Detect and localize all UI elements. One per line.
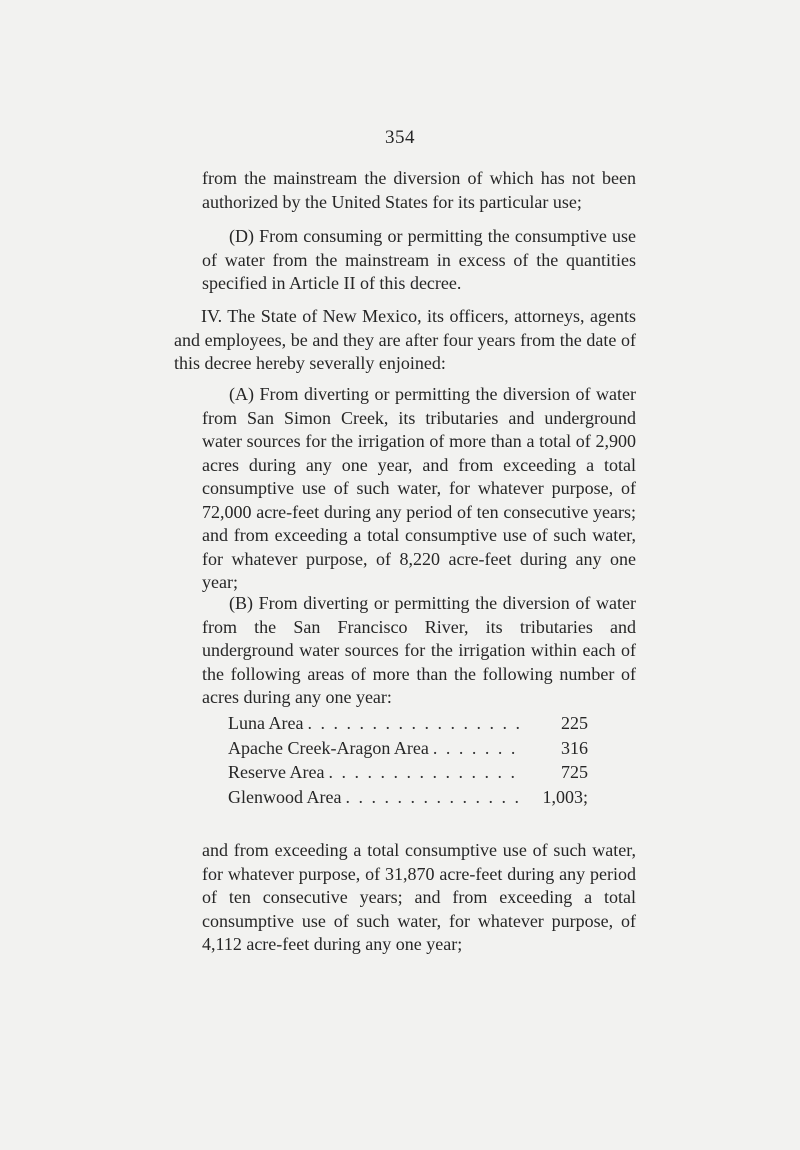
area-acres: 725 (561, 762, 588, 782)
paragraph-text: (A) From diverting or permitting the diversion of water from San Simon Creek, its tributaries and underground water sources for the irrigation of more than a total of 2,900 acres during any one year, and from exceeding a total consumptive use of such water, for whatever purpose, of 72,000 acre-feet during any period of ten consecutive years; and from exceeding a total consumptive use of such water, for whatever purpose, of 8,220 acre-feet during any one year; (202, 384, 636, 592)
area-name: Glenwood Area (228, 786, 342, 807)
paragraph-clause-a (202, 383, 636, 595)
area-name: Apache Creek-Aragon Area (228, 737, 429, 758)
table-row (228, 711, 588, 736)
paragraph-text: and from exceeding a total consumptive use of such water, for whatever purpose, of 31,870 acre-feet during any period of ten consecutive years; and from exceeding a total consumptive use of such water, for whatever purpose, of 4,112 acre-feet during any one year; (202, 840, 636, 954)
paragraph-clause-d (202, 225, 636, 296)
leader-dots (328, 760, 524, 785)
paragraph-text: (B) From diverting or permitting the diversion of water from the San Francisco River, its tributaries and underground water sources for the irrigation within each of the following areas of more than the following number of acres during any one year: (202, 593, 636, 707)
area-name: Luna Area (228, 713, 304, 733)
area-acres: 316 (561, 737, 588, 758)
paragraph-clause-b (202, 592, 636, 710)
page-number: 354 (385, 127, 415, 148)
leader-dots (345, 785, 524, 810)
paragraph-continuation-b (202, 839, 636, 957)
paragraph-section-iv (174, 305, 636, 376)
paragraph-text: (D) From consuming or permitting the consumptive use of water from the mainstream in excess of the quantities specified in Article II of this decree. (202, 226, 636, 293)
leader-dots (307, 711, 524, 736)
table-row (228, 736, 588, 761)
area-name: Reserve Area (228, 762, 325, 782)
paragraph-text: IV. The State of New Mexico, its officers, attorneys, agents and employees, be and they are after four years from the date of this decree hereby severally enjoined: (174, 306, 636, 373)
table-row (228, 785, 588, 810)
paragraph-continuation (202, 167, 636, 214)
area-acres: 1,003; (542, 786, 588, 807)
table-row (228, 760, 588, 785)
leader-dots (433, 736, 524, 761)
areas-table (228, 711, 588, 809)
area-acres: 225 (561, 713, 588, 733)
paragraph-text: from the mainstream the diversion of which has not been authorized by the United States for its particular use; (202, 168, 636, 212)
